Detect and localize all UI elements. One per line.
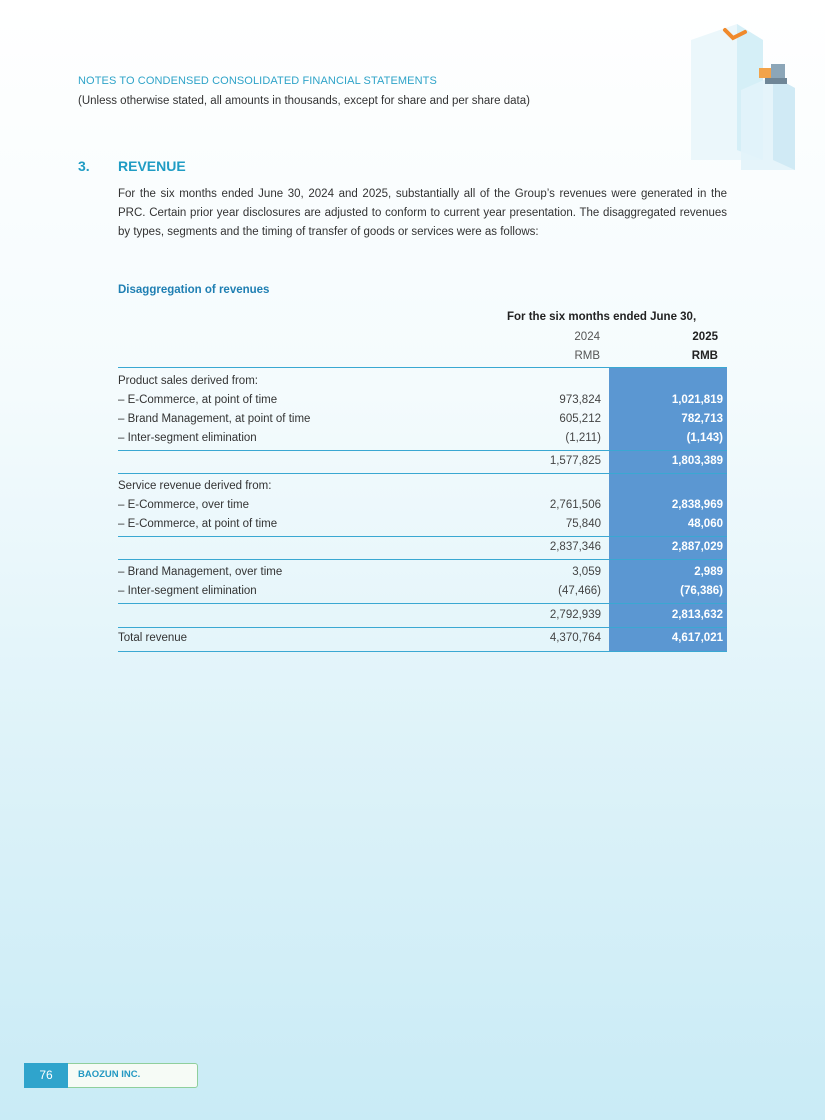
value-2024: 1,577,825 [549,455,601,467]
value-2024: 75,840 [565,518,601,530]
row-label: – E-Commerce, at point of time [118,394,278,406]
value-2024: 973,824 [559,394,601,406]
table-rule [118,367,727,368]
value-2025: 782,713 [681,413,723,425]
value-2024: 2,837,346 [549,541,601,553]
table-row [118,583,727,602]
table-row [118,411,727,430]
table-rule [118,627,727,628]
table-rule [118,559,727,560]
value-2024: 2,761,506 [549,499,601,511]
amounts-note: (Unless otherwise stated, all amounts in thousands, except for share and per share data) [78,95,530,107]
value-2024: 3,059 [572,566,601,578]
table-rule [118,450,727,451]
value-2025: 2,813,632 [671,609,723,621]
value-2024: 4,370,764 [549,632,601,644]
value-2024: (1,211) [565,432,601,444]
table-row [118,497,727,516]
section-paragraph: For the six months ended June 30, 2024 and 2025, substantially all of the Group’s revenues were generated in the PRC. Certain prior year disclosures are adjusted to conform to current year presentation. The disaggregated revenues by types, segments and the timing of transfer of goods or services were as follows: [118,188,727,238]
row-label: – Brand Management, over time [118,566,283,578]
value-2025: 2,838,969 [671,499,723,511]
row-label: – Brand Management, at point of time [118,413,311,425]
company-name: BAOZUN INC. [78,1069,141,1080]
value-2025: (1,143) [686,432,723,444]
column-header-2024: 2024 [574,331,600,343]
currency-2024: RMB [574,350,600,362]
period-header: For the six months ended June 30, [507,311,697,323]
value-2024: 2,792,939 [549,609,601,621]
value-2025: 1,803,389 [671,455,723,467]
section-number: 3. [78,158,90,174]
section-title: REVENUE [118,158,186,174]
table-row [118,373,727,392]
subtotal-row [118,607,727,626]
running-header: NOTES TO CONDENSED CONSOLIDATED FINANCIAL STATEMENTS [78,75,437,87]
value-2025: 48,060 [687,518,723,530]
total-row [118,630,727,649]
table-row [118,430,727,449]
table-rule [118,603,727,604]
subtotal-row [118,453,727,472]
row-label: – E-Commerce, at point of time [118,518,278,530]
row-label: – Inter-segment elimination [118,432,257,444]
page-number: 76 [24,1063,68,1088]
value-2025: 2,989 [694,566,723,578]
table-row [118,516,727,535]
value-2024: 605,212 [559,413,601,425]
row-label: – E-Commerce, over time [118,499,250,511]
table-rule [118,651,727,652]
value-2025: 1,021,819 [671,394,723,406]
currency-2025: RMB [691,350,718,362]
value-2025: 4,617,021 [671,632,723,644]
table-row [118,392,727,411]
table-subheading: Disaggregation of revenues [118,284,270,296]
table-row [118,564,727,583]
table-rule [118,536,727,537]
row-label: Service revenue derived from: [118,480,272,492]
value-2025: 2,887,029 [671,541,723,553]
row-label: – Inter-segment elimination [118,585,257,597]
subtotal-row [118,539,727,558]
column-header-2025: 2025 [692,331,718,343]
decorative-buildings-graphic [685,10,805,180]
table-row [118,478,727,497]
row-label: Product sales derived from: [118,375,258,387]
row-label: Total revenue [118,632,188,644]
table-rule [118,473,727,474]
value-2024: (47,466) [558,585,601,597]
value-2025: (76,386) [680,585,723,597]
